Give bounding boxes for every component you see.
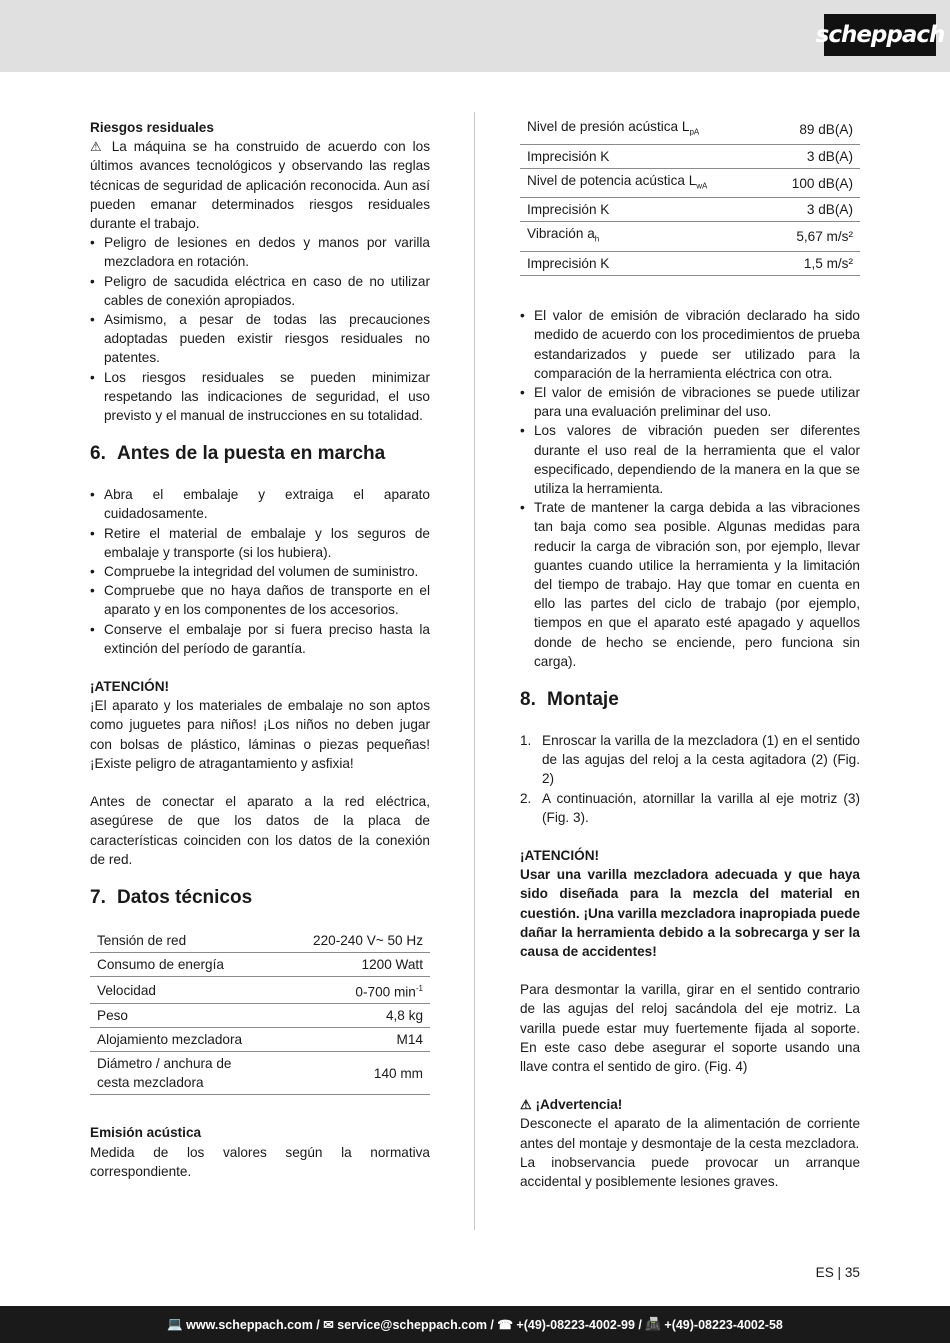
spec-value: 89 dB(A) <box>765 115 860 144</box>
list-item: • Los valores de vibración pueden ser diferentes durante el uso real de la herramienta que el valor especificado, dependiendo de la manera en la que se utiliza la herramienta. <box>520 421 860 498</box>
spec-label: Imprecisión K <box>520 198 765 222</box>
list-item: • Asimismo, a pesar de todas las precauciones adoptadas pueden existir riesgos residuales no patentes. <box>90 310 430 368</box>
spec-value: 3 dB(A) <box>765 144 860 168</box>
email-link[interactable]: service@scheppach.com <box>337 1317 487 1332</box>
spec-label: Velocidad <box>90 976 274 1004</box>
assembly-steps <box>520 731 860 827</box>
warning-text: La inobservancia puede provocar un arranque accidental y posiblemente lesiones graves. <box>520 1154 860 1190</box>
noise-vibration-table <box>520 115 860 276</box>
fax-icon: 📠 <box>645 1317 665 1331</box>
table-row <box>90 1004 430 1028</box>
brand-logo: scheppach <box>824 14 936 56</box>
spec-label: Peso <box>90 1004 274 1028</box>
spec-value: 5,67 m/s² <box>765 222 860 252</box>
spec-value: 3 dB(A) <box>765 198 860 222</box>
table-row <box>520 252 860 276</box>
warning-text: Desconecte el aparato de la alimentación de corriente antes del montaje y desmontaje de la cesta mezcladora. <box>520 1116 860 1151</box>
spec-label: Nivel de presión acústica $L_{pA}$ <box>520 115 765 144</box>
spec-value: 0-700 $\min^{-1}$ <box>274 976 430 1004</box>
list-item: • Peligro de sacudida eléctrica en caso de no utilizar cables de conexión apropiados. <box>90 272 430 310</box>
page-footer: 💻 www.scheppach.com / ✉ service@scheppach.com / ☎ +(49)-08223-4002-99 / 📠 +(49)-08223-4002-58 <box>0 1306 950 1343</box>
emission-title: Emisión acústica <box>90 1125 202 1141</box>
section-8-heading: 8. Montaje <box>520 689 619 711</box>
spec-label: Alojamiento mezcladora <box>90 1028 274 1052</box>
spec-value: 1,5 m/s² <box>765 252 860 276</box>
technical-data-table <box>90 929 430 1096</box>
table-row <box>520 115 860 144</box>
list-item: 1. Enroscar la varilla de la mezcladora (1) en el sentido de las agujas del reloj a la cesta agitadora (2) (Fig. 2) <box>520 733 860 787</box>
table-row <box>520 144 860 168</box>
table-row <box>90 976 430 1004</box>
spec-value: 100 dB(A) <box>765 168 860 198</box>
spec-label: Consumo de energía <box>90 952 274 976</box>
attention-text: Usar una varilla mezcladora adecuada y que haya sido diseñada para la mezcla del material en cuestión. ¡Una varilla mezcladora inapropiada puede dañar la herramienta debido a la sobrecarga y ser la causa de accidentes! <box>520 867 860 960</box>
attention-title: ¡ATENCIÓN! <box>90 679 170 695</box>
phone-number: +(49)-08223-4002-99 <box>516 1317 635 1332</box>
computer-icon: 💻 <box>167 1317 187 1331</box>
table-row <box>520 168 860 198</box>
spec-value: 1200 Watt <box>274 952 430 976</box>
spec-label: Nivel de potencia acústica $L_{wA}$ <box>520 168 765 198</box>
right-column <box>520 115 860 1191</box>
section-6-heading: 6. Antes de la puesta en marcha <box>90 443 386 465</box>
column-divider <box>474 112 475 1230</box>
table-row <box>90 1052 430 1095</box>
attention-title: ¡ATENCIÓN! <box>520 848 600 864</box>
warning-title: ⚠ ¡Advertencia! <box>520 1097 623 1113</box>
spec-label: Imprecisión K <box>520 144 765 168</box>
email-icon: ✉ <box>323 1318 338 1332</box>
list-item: • Conserve el embalaje por si fuera preciso hasta la extinción del período de garantía. <box>90 620 430 658</box>
table-row <box>90 952 430 976</box>
section-6-list <box>90 485 430 658</box>
list-item: • Compruebe la integridad del volumen de suministro. <box>90 562 430 581</box>
spec-value: 220-240 V~ 50 Hz <box>274 929 430 953</box>
table-row <box>520 198 860 222</box>
spec-value: 4,8 kg <box>274 1004 430 1028</box>
table-row <box>520 222 860 252</box>
emission-text: Medida de los valores según la normativa correspondiente. <box>90 1144 430 1179</box>
list-item: • Compruebe que no haya daños de transporte en el aparato y en los componentes de los accesorios. <box>90 581 430 619</box>
vibration-list <box>520 306 860 671</box>
page-number: ES | 35 <box>815 1265 860 1280</box>
attention-text: ¡El aparato y los materiales de embalaje no son aptos como juguetes para niños! ¡Los niños no deben jugar con bolsas de plástico, láminas o piezas pequeñas! ¡Existe peligro de atragantamiento y asfixia! <box>90 698 430 771</box>
residual-risks-title: Riesgos residuales <box>90 120 214 135</box>
table-row <box>90 929 430 953</box>
residual-risks-list <box>90 233 430 425</box>
list-item: • Abra el embalaje y extraiga el aparato cuidadosamente. <box>90 485 430 523</box>
list-item: • El valor de emisión de vibración declarado ha sido medido de acuerdo con los procedimientos de prueba estandarizados y puede ser utilizado para la comparación de la herramienta eléctrica con otra. <box>520 306 860 383</box>
phone-icon: ☎ <box>497 1318 517 1332</box>
left-column <box>90 118 430 1181</box>
page-header <box>0 0 950 72</box>
section-7-heading: 7. Datos técnicos <box>90 886 253 908</box>
warning-triangle-icon: ⚠ <box>520 1097 532 1113</box>
list-item: 2. A continuación, atornillar la varilla al eje motriz (3) (Fig. 3). <box>520 790 860 825</box>
spec-label: Imprecisión K <box>520 252 765 276</box>
spec-value: 140 mm <box>274 1052 430 1095</box>
fax-number: +(49)-08223-4002-58 <box>664 1317 783 1332</box>
list-item: • Peligro de lesiones en dedos y manos por varilla mezcladora en rotación. <box>90 233 430 271</box>
list-item: • Trate de mantener la carga debida a las vibraciones tan baja como sea posible. Algunas medidas para reducir la carga de vibración son, por ejemplo, llevar guantes cuando utilice la herramienta y la limitación del tiempo de trabajo. Hay que tomar en cuenta en ello las partes del ciclo de trabajo (por ejemplo, tiempos en que el aparato esté apagado y aquellos donde de hecho se enciende, pero funciona sin carga). <box>520 498 860 671</box>
connect-note: Antes de conectar el aparato a la red eléctrica, asegúrese de que los datos de la placa de características coinciden con los datos de la conexión de red. <box>90 794 430 867</box>
spec-value: M14 <box>274 1028 430 1052</box>
website-link[interactable]: www.scheppach.com <box>186 1317 313 1332</box>
list-item: • Retire el material de embalaje y los seguros de embalaje y transporte (si los hubiera). <box>90 524 430 562</box>
list-item: • Los riesgos residuales se pueden minimizar respetando las indicaciones de seguridad, el uso previsto y el manual de instrucciones en su totalidad. <box>90 368 430 426</box>
list-item: • El valor de emisión de vibraciones se puede utilizar para una evaluación preliminar del uso. <box>520 383 860 421</box>
residual-risks-intro: ⚠ La máquina se ha construido de acuerdo con los últimos avances tecnológicos y observando las reglas técnicas de seguridad de aplicación reconocida. Aun así pueden emanar determinados riesgos residuales durante el trabajo. <box>90 139 431 232</box>
spec-label: Vibración $a_h$ <box>520 222 765 252</box>
spec-label: Tensión de red <box>90 929 274 953</box>
warning-triangle-icon: ⚠ <box>90 139 105 155</box>
dismount-text: Para desmontar la varilla, girar en el sentido contrario de las agujas del reloj sacándola del eje motriz. La varilla puede estar muy fuertemente fijada al soporte. En este caso debe asegurar el soporte usando una llave contra el sentido de giro. (Fig. 4) <box>520 982 860 1075</box>
table-row <box>90 1028 430 1052</box>
spec-label: Diámetro / anchura de cesta mezcladora <box>90 1052 274 1095</box>
